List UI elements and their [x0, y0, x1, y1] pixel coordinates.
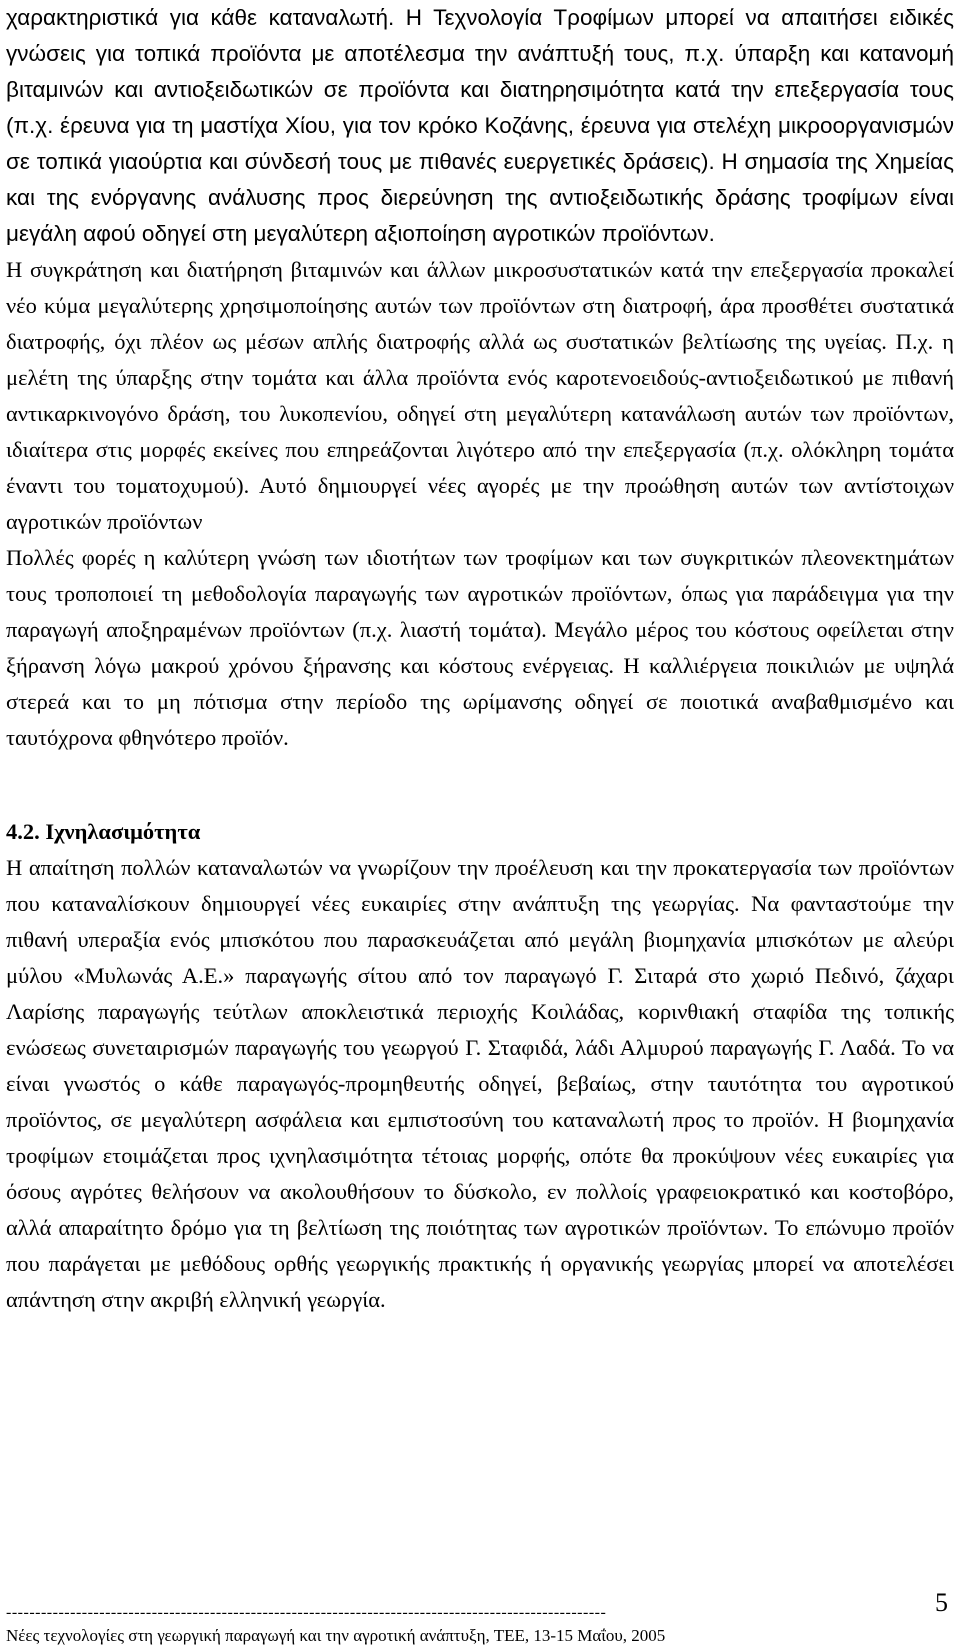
paragraph-food-technology: χαρακτηριστικά για κάθε καταναλωτή. Η Τεχνολογία Τροφίμων μπορεί να απαιτήσει ειδικές γνώσεις για τοπικά προϊόντα με αποτέλεσμα την ανάπτυξή τους, π.χ. ύπαρξη και κατανομή βιταμινών και αντιοξειδωτικών σε προϊόντα και διατηρησιμότητα κατά την επεξεργασία τους (π.χ. έρευνα για τη μαστίχα Χίου, για τον κρόκο Κοζάνης, έρευνα για στελέχη μικροοργανισμών σε τοπικά γιαούρτια και σύνδεσή τους με πιθανές ευεργετικές δράσεις). Η σημασία της Χημείας και της ενόργανης ανάλυσης προς διερεύνηση της αντιοξειδωτικής δράσης τροφίμων είναι μεγάλη αφού οδηγεί στη μεγαλύτερη αξιοποίηση αγροτικών προϊόντων. — [6, 5, 954, 246]
paragraph-vitamins-retention: Η συγκράτηση και διατήρηση βιταμινών και άλλων μικροσυστατικών κατά την επεξεργασία προκαλεί νέο κύμα μεγαλύτερης χρησιμοποίησης αυτών των προϊόντων στη διατροφή, άρα προσθέτει συστατικά διατροφής, όχι πλέον ως μέσων απλής διατροφής αλλά ως συστατικών βελτίωσης της υγείας. Π.χ. η μελέτη της ύπαρξης στην τομάτα και άλλα προϊόντα ενός καροτενοειδούς-αντιοξειδωτικού με πιθανή αντικαρκινογόνο δράση, του λυκοπενίου, οδηγεί στη μεγαλύτερη κατανάλωση αυτών των προϊόντων, ιδιαίτερα στις μορφές εκείνες που επηρεάζονται λιγότερο από την επεξεργασία (π.χ. ολόκληρη τομάτα έναντι του τοματοχυμού). Αυτό δημιουργεί νέες αγορές με την προώθηση αυτών των αντίστοιχων αγροτικών προϊόντων — [6, 257, 954, 534]
document-page — [6, 0, 954, 1318]
paragraph-traceability: Η απαίτηση πολλών καταναλωτών να γνωρίζουν την προέλευση και την προκατεργασία των προϊόντων που καταναλίσκουν δημιουργεί νέες ευκαιρίες στην ανάπτυξη της γεωργίας. Να φανταστούμε την πιθανή υπεραξία ενός μπισκότου που παρασκευάζεται από μεγάλη βιομηχανία μπισκότων με αλεύρι μύλου «Μυλωνάς Α.Ε.» παραγωγής σίτου από τον παραγωγό Γ. Σιταρά στο χωριό Πεδινό, ζάχαρι Λαρίσης παραγωγής τεύτλων αποκλειστικά περιοχής Κοιλάδας, κορινθιακή σταφίδα της τοπικής ενώσεως συνεταιρισμών παραγωγής του γεωργού Γ. Σταφιδά, λάδι Αλμυρού παραγωγής Γ. Λαδά. Το να είναι γνωστός ο κάθε παραγωγός-προμηθευτής οδηγεί, βεβαίως, στην ταυτότητα του αγροτικού προϊόντος, σε μεγαλύτερη ασφάλεια και εμπιστοσύνη του καταναλωτή προς το προϊόν. Η βιομηχανία τροφίμων ετοιμάζεται προς ιχνηλασιμότητα τέτοιας μορφής, οπότε θα προκύψουν νέες ευκαιρίες για όσους αγρότες θελήσουν να ακολουθήσουν το δύσκολο, εν πολλοίς γραφειοκρατικό και κοστοβόρο, αλλά απαραίτητο δρόμο για τη βελτίωση της ποιότητας των αγροτικών προϊόντων. Το επώνυμο προϊόν που παράγεται με μεθόδους ορθής γεωργικής πρακτικής ή οργανικής γεωργίας μπορεί να αποτελέσει απάντηση στην ακριβή ελληνική γεωργία. — [6, 855, 954, 1312]
page-number: 5 — [935, 1588, 948, 1617]
paragraph-production-methodology: Πολλές φορές η καλύτερη γνώση των ιδιοτήτων των τροφίμων και των συγκριτικών πλεονεκτημάτων τους τροποποιεί τη μεθοδολογία παραγωγής των αγροτικών προϊόντων, όπως για παράδειγμα για την παραγωγή αποξηραμένων προϊόντων (π.χ. λιαστή τομάτα). Μεγάλο μέρος του κόστους οφείλεται στην ξήρανση λόγω μακρού χρόνου ξήρανσης και κόστους ενέργειας. Η καλλιέργεια ποικιλιών με υψηλά στερεά και το μη πότισμα στην περίοδο της ωρίμανσης οδηγεί σε ποιοτικά αναβαθμισμένο και ταυτόχρονα φθηνότερο προϊόν. — [6, 545, 954, 750]
section-heading-traceability: 4.2. Ιχνηλασιμότητα — [6, 819, 201, 844]
footer-divider: ------------------------------------------------------------------------------------------------------- — [6, 1605, 607, 1621]
footer-conference-text: Νέες τεχνολογίες στη γεωργική παραγωγή και την αγροτική ανάπτυξη, ΤΕΕ, 13-15 Μαΐου, 2005 — [6, 1626, 666, 1645]
